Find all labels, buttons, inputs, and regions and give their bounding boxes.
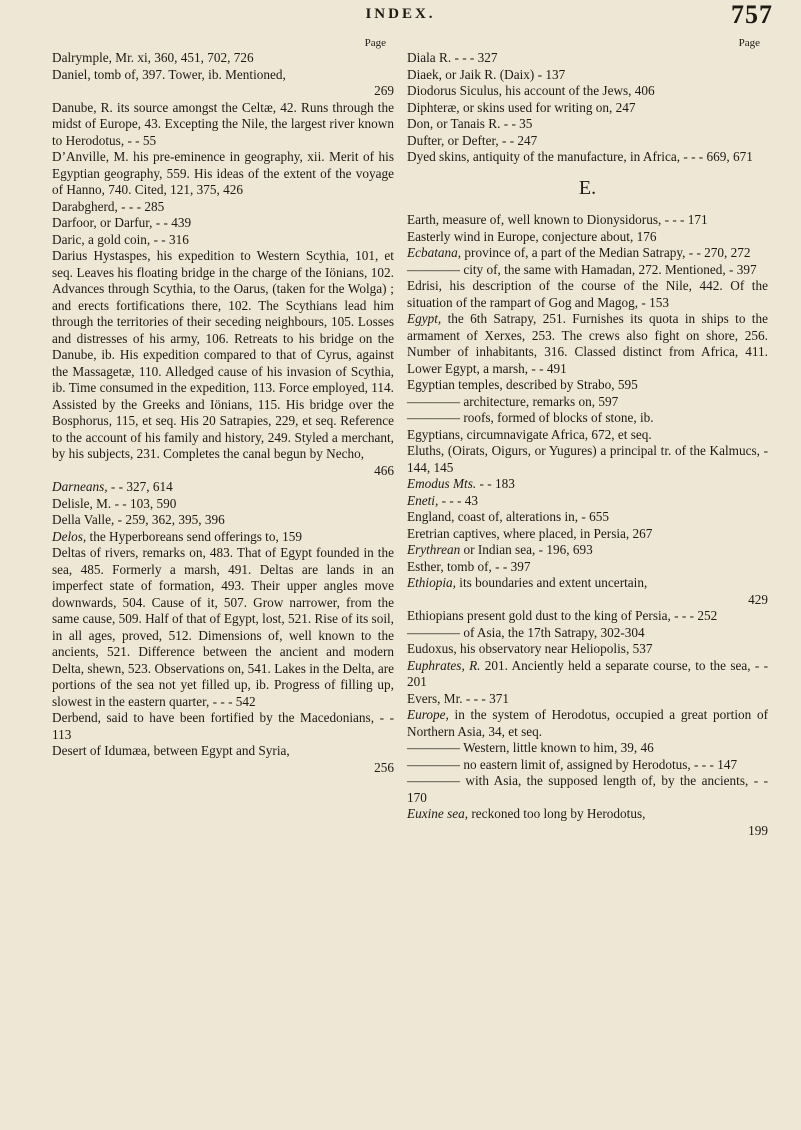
entry-text: - - 103, 590 [111, 495, 177, 511]
entry-text: coast of, alterations in, - 655 [454, 509, 610, 524]
entry-text: the same with Hamadan, 272. Mentioned, - 397 [500, 261, 757, 277]
entry-heading: Eretrian captives, [407, 525, 500, 541]
index-entry [407, 526, 768, 543]
index-entry [52, 710, 394, 743]
entry-heading: Della Valle, [52, 512, 115, 527]
entry-text: reckoned too long by Herodotus, [468, 806, 646, 821]
entry-heading: Ethiopians [407, 608, 464, 623]
entry-text: - - 327, 614 [107, 479, 173, 494]
entry-text: measure of, well known to Dionysidorus, - - - 171 [439, 212, 708, 227]
entry-heading: Eudoxus, [407, 641, 457, 656]
index-entry [407, 116, 768, 133]
index-entry [407, 559, 768, 576]
index-entry [52, 248, 394, 463]
index-entry [407, 229, 768, 246]
index-entry [52, 215, 394, 232]
entry-text: remarks on, 483. That of Egypt founded in the sea, 485. Formerly a marsh, 491. Deltas are lands in an imperfect state of formation, 493. Their upper angles move downwards, 504. Cause of it, 507. Grow narrower, from the same cause, 509. Half of that of Egypt, lost, 521. Rise of its soil, in all ages, proved, 512. Dimensions of, well known to the ancients, 521. Difference between the ancient and modern Delta, shewn, 523. Observations on, 541. Lakes in the Delta, are portions of the sea not yet filled up, ib. Progress of filling up, slowest in the eastern quarter, - - - 542 [52, 545, 394, 709]
entry-text: between Egypt and Syria, [150, 743, 290, 758]
index-entry [407, 100, 768, 117]
entry-text: his account of the Jews, 406 [501, 83, 655, 98]
entry-text: his expedition to Western Scythia, 101, et seq. Leaves his floating bridge in the charge of the Iönians, 102. Advances through Scythia, to the Oarus, (taken for the Wolga) ; and erects fortifications there, 102. The Scythians lead him through the territories of their seceding neighbours, 105. Losses and distresses of his army, 106. Retreats to his bridge on the Danube, ib. His expedition compared to that of Cyrus, against the Massagetæ, 110. Alledged cause of his invasion of Scythia, ib. Time consumed in the expedition, 113. Force employed, 114. Assisted by the Greeks and Iönians, 115. His bridge over the Bosphorus, 115, et seq. His 20 Satrapies, 229, et seq. Reference to the account of his family and history, 249. Styled a merchant, by his subjects, 231. Completes the canal begun by Necho, [52, 248, 394, 461]
index-entry [52, 529, 394, 546]
entry-heading: Dyed skins, [407, 149, 470, 164]
entry-text: tomb of, - - 397 [443, 558, 531, 574]
entry-heading: Diaek, or Jaik R. [407, 66, 497, 82]
running-head [0, 0, 801, 40]
index-entry [407, 83, 768, 100]
entry-heading: Darneans, [52, 479, 108, 494]
left-column [52, 36, 394, 776]
right-column [407, 36, 768, 839]
entry-text: its boundaries and extent uncertain, [455, 575, 648, 590]
entry-heading: Danube, R. [52, 99, 113, 115]
entry-text: remarks on, 597 [529, 393, 619, 409]
entry-heading: Dalrymple, Mr. [52, 50, 135, 65]
entry-text: antiquity of the manufacture, in Africa, - - - 669, 671 [469, 149, 753, 164]
entry-heading: Erythrean [407, 542, 461, 557]
entry-heading: ———— architecture, [407, 393, 530, 409]
entry-text: 397. Tower, ib. Mentioned, [138, 66, 286, 82]
index-entry [407, 212, 768, 229]
entry-heading: Euxine sea, [407, 806, 469, 821]
index-entry [407, 625, 768, 642]
index-entry [407, 575, 768, 592]
entry-text: described by Strabo, 595 [502, 377, 638, 392]
index-entry [407, 542, 768, 559]
index-entry [407, 245, 768, 262]
entry-text: assigned by Herodotus, - - - 147 [563, 756, 738, 772]
entry-heading: England, [407, 509, 455, 524]
entry-heading: Diala R. [407, 50, 452, 65]
index-entry [407, 740, 768, 757]
index-entry [407, 773, 768, 806]
entry-text: his observatory near Heliopolis, 537 [456, 641, 653, 656]
index-entry [52, 67, 394, 84]
entry-text: 199 [748, 822, 768, 838]
index-entry [52, 232, 394, 249]
entry-text: - - - 285 [117, 198, 165, 214]
entry-heading: ———— of Asia, [407, 624, 505, 640]
entry-text: 429 [748, 591, 768, 607]
entry-text: - - 316 [150, 231, 189, 247]
running-title: INDEX. [365, 6, 436, 22]
entry-heading: Eluths, [407, 443, 445, 458]
entry-text: circumnavigate Africa, 672, et seq. [463, 426, 652, 442]
entry-heading: Darfoor, or Darfur, [52, 215, 153, 230]
entry-heading: Daniel, tomb of, [52, 66, 139, 82]
entry-text: its source amongst the Celtæ, 42. Runs through the midst of Europe, 43. Excepting the Nile, the largest river known to Herodotus, - - 55 [52, 99, 394, 148]
left-entries [52, 50, 394, 776]
index-entry [407, 823, 768, 840]
entry-heading: D’Anville, M. [52, 149, 129, 164]
section-letter: E. [578, 176, 597, 199]
entry-text: present gold dust to the king of Persia, - - - 252 [463, 608, 718, 623]
entry-heading: ———— city of, [407, 261, 501, 277]
entry-heading: Euphrates, R. [407, 657, 481, 673]
entry-heading: ———— with Asia, [407, 773, 522, 788]
entry-text: - - 35 [500, 116, 533, 131]
entry-text: the 6th Satrapy, 251. Furnishes its quota in ships to the armament of Xerxes, 253. The crews also fight on shore, 256. Number of inhabitants, 316. Classed distinct from Africa, 411. Lower Egypt, a marsh, - - 491 [407, 311, 768, 376]
entry-text: the 17th Satrapy, 302-304 [504, 624, 645, 640]
index-entry [407, 493, 768, 510]
index-entry [407, 592, 768, 609]
index-entry [407, 608, 768, 625]
entry-heading: Darabgherd, [52, 198, 118, 214]
index-entry [407, 658, 768, 691]
entry-heading: Esther, [407, 558, 444, 574]
entry-text: little known to him, 39, 46 [509, 740, 654, 755]
page-number: 757 [731, 0, 773, 29]
entry-text: - - 183 [476, 476, 515, 491]
entry-text: the supposed length of, by the ancients, - - 170 [407, 773, 768, 805]
right-entries-e [407, 212, 768, 839]
entry-text: or Indian sea, - 196, 693 [460, 542, 593, 557]
entry-text: province of, a part of the Median Satrapy, - - 270, 272 [461, 245, 751, 260]
index-entry [407, 67, 768, 84]
entry-heading: Emodus Mts. [407, 476, 477, 491]
entry-heading: Egypt, [407, 311, 442, 326]
entry-text: 256 [374, 759, 394, 775]
entry-text: - - - 43 [438, 492, 479, 508]
entry-text: or skins used for writing on, 247 [459, 99, 636, 115]
index-entry [407, 133, 768, 150]
index-entry [407, 410, 768, 427]
entry-text: (Oirats, Oigurs, or Yugures) a principal tr. of the Kalmucs, - 144, 145 [407, 443, 768, 475]
index-entry [407, 394, 768, 411]
entry-text: - - - 327 [451, 50, 498, 65]
page-column-label: Page [738, 37, 760, 49]
index-entry [52, 50, 394, 67]
entry-text: (Daix) - 137 [496, 66, 566, 82]
index-entry [407, 641, 768, 658]
index-entry [407, 476, 768, 493]
index-entry [407, 377, 768, 394]
entry-heading: Evers, Mr. [407, 690, 463, 706]
entry-heading: Delisle, M. [52, 495, 112, 511]
entry-heading: ———— roofs, [407, 410, 494, 425]
entry-text: xi, 360, 451, 702, 726 [134, 50, 254, 65]
entry-text: - - 439 [152, 215, 192, 230]
entry-text: 466 [374, 462, 394, 478]
entry-heading: Egyptian temples, [407, 377, 503, 392]
entry-heading: Darius Hystaspes, [52, 248, 151, 263]
entry-heading: Don, or Tanais R. [407, 116, 501, 131]
index-entry [407, 691, 768, 708]
index-entry [52, 496, 394, 513]
index-entry [407, 806, 768, 823]
entry-text: his description of the course of the Nile, 442. Of the situation of the rampart of Gog and Magog, - 153 [407, 278, 768, 310]
entry-heading: ———— no eastern limit of, [407, 756, 564, 772]
entry-text: in the system of Herodotus, occupied a great portion of Northern Asia, 34, et seq. [407, 707, 768, 739]
index-entry [52, 149, 394, 199]
index-entry [407, 278, 768, 311]
entry-heading: Eneti, [407, 492, 439, 508]
index-entry [52, 479, 394, 496]
index-entry [407, 262, 768, 279]
index-entry [52, 545, 394, 710]
index-entry [407, 427, 768, 444]
entry-text: where placed, in Persia, 267 [499, 525, 653, 541]
index-entry [407, 443, 768, 476]
page-column-label: Page [364, 37, 386, 49]
entry-text: in Europe, conjecture about, 176 [480, 228, 657, 244]
entry-text: 269 [374, 83, 394, 98]
entry-heading: ———— Western, [407, 740, 510, 755]
entry-heading: Europe, [407, 707, 449, 722]
entry-heading: Ecbatana, [407, 245, 462, 260]
index-entry [407, 707, 768, 740]
index-entry [407, 149, 768, 166]
entry-heading: Daric, a gold coin, [52, 231, 151, 247]
entry-heading: Dufter, or Defter, [407, 132, 499, 148]
entry-heading: Earth, [407, 212, 440, 227]
index-entry [52, 100, 394, 150]
entry-text: 201. Anciently held a separate course, to the sea, - - 201 [407, 657, 768, 689]
index-entry [52, 83, 394, 100]
right-entries [407, 50, 768, 166]
entry-text: the Hyperboreans send offerings to, 159 [86, 528, 302, 544]
entry-heading: Deltas of rivers, [52, 545, 139, 560]
index-entry [52, 512, 394, 529]
entry-heading: Desert of Idumæa, [52, 743, 151, 758]
entry-text: his pre-eminence in geography, xii. Merit of his Egyptian geography, 559. His ideas of the extent of the voyage of Hanno, 740. Cited, 121, 375, 426 [52, 149, 394, 197]
index-entry [52, 760, 394, 777]
entry-heading: Delos, [52, 528, 87, 544]
entry-heading: Ethiopia, [407, 575, 456, 590]
entry-text: - 259, 362, 395, 396 [114, 512, 225, 527]
index-entry [52, 743, 394, 760]
index-entry [407, 757, 768, 774]
entry-heading: Derbend, [52, 710, 101, 725]
index-entry [52, 463, 394, 480]
index-entry [407, 50, 768, 67]
entry-text: formed of blocks of stone, ib. [493, 410, 654, 425]
index-entry [407, 509, 768, 526]
entry-heading: Diodorus Siculus, [407, 83, 502, 98]
entry-text: said to have been fortified by the Macedonians, - - 113 [52, 710, 394, 742]
entry-heading: Egyptians, [407, 426, 464, 442]
entry-heading: Edrisi, [407, 278, 442, 293]
entry-heading: Easterly wind [407, 228, 481, 244]
index-entry [52, 199, 394, 216]
entry-text: - - 247 [498, 132, 538, 148]
entry-text: - - - 371 [462, 690, 509, 706]
index-entry [407, 311, 768, 377]
entry-heading: Diphteræ, [407, 99, 460, 115]
